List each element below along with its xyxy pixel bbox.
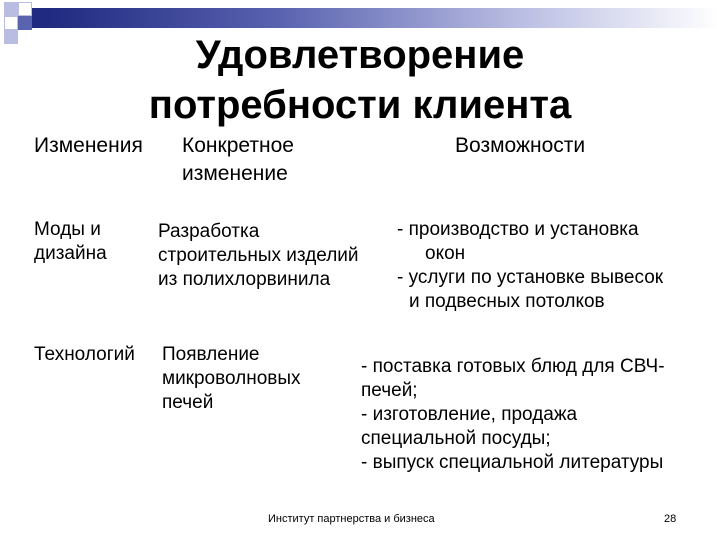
row-2-specific-line: печей <box>162 392 214 413</box>
row-1-opportunity-line: окон <box>425 243 466 264</box>
row-2-opportunity-line: - изготовление, продажа <box>361 404 578 425</box>
row-1-change <box>34 218 107 266</box>
row-1-opportunity-line: - услуги по установке вывесок <box>397 267 664 288</box>
row-1-specific-line: строительных изделий <box>158 245 359 266</box>
header-specific-line-1: Конкретное <box>182 134 294 157</box>
header-gradient-bar <box>46 8 720 28</box>
row-1-change-line: дизайна <box>34 243 107 264</box>
row-1-opportunity-line: - производство и установка <box>397 219 639 240</box>
header-opportunities: Возможности <box>455 134 586 157</box>
decor-square-3 <box>32 8 46 28</box>
row-2-opportunities <box>361 355 665 475</box>
row-2-specific <box>162 343 301 415</box>
row-2-specific-line: Появление <box>162 344 260 365</box>
footer-institute: Институт партнерства и бизнеса <box>268 513 435 525</box>
row-2-specific-line: микроволновых <box>162 368 301 389</box>
slide-title <box>0 30 720 130</box>
title-line-2: потребности клиента <box>148 83 572 127</box>
header-specific-change <box>182 132 294 188</box>
row-1-change-line: Моды и <box>34 219 101 240</box>
decor-square-2 <box>18 2 32 16</box>
row-2-opportunity-line: - выпуск специальной литературы <box>361 452 664 473</box>
header-specific-line-2: изменение <box>182 162 288 185</box>
row-2-change-line: Технологий <box>34 344 135 365</box>
title-line-1: Удовлетворение <box>195 33 525 77</box>
row-1-opportunities <box>397 218 663 314</box>
row-2-opportunity-line: специальной посуды; <box>361 428 551 449</box>
row-2-change <box>34 343 135 367</box>
decor-square-4 <box>4 16 18 30</box>
row-2-opportunity-line: печей; <box>361 380 418 401</box>
header-changes: Изменения <box>34 134 143 157</box>
row-2-opportunity-line: - поставка готовых блюд для СВЧ- <box>361 356 665 377</box>
row-1-specific <box>158 220 359 292</box>
page-number: 28 <box>664 513 677 525</box>
decor-square-5 <box>18 16 32 30</box>
row-1-specific-line: Разработка <box>158 221 260 242</box>
decor-square-1 <box>4 2 18 16</box>
row-1-specific-line: из полихлорвинила <box>158 269 331 290</box>
row-1-opportunity-line: и подвесных потолков <box>409 291 605 312</box>
